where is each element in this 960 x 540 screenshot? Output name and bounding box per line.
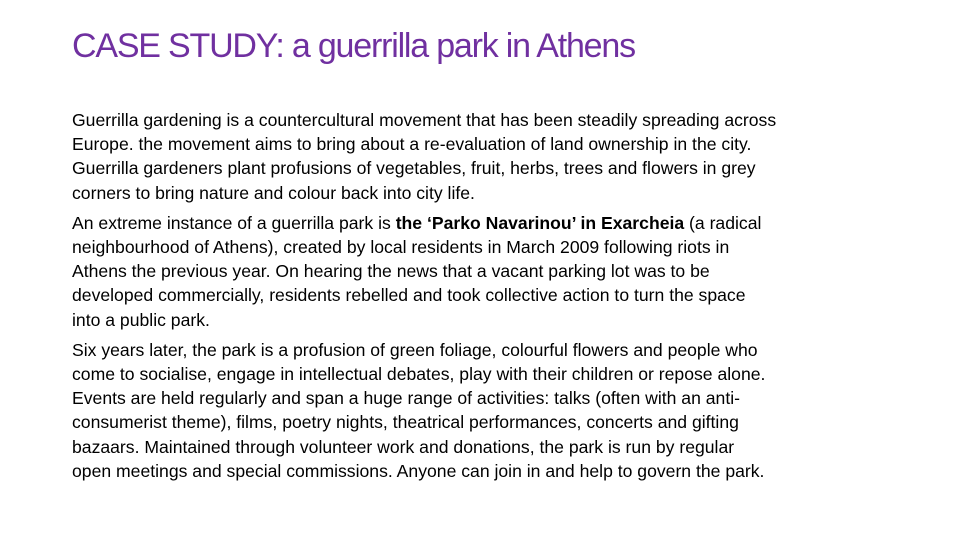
slide-title: CASE STUDY: a guerrilla park in Athens	[72, 27, 635, 65]
paragraph-six-years-later	[72, 338, 888, 483]
text-line: Six years later, the park is a profusion of green foliage, colourful flowers and people who	[72, 339, 758, 360]
paragraph-parko-navarinou	[72, 211, 888, 332]
text-line: into a public park.	[72, 309, 210, 330]
text-line: consumerist theme), films, poetry nights, theatrical performances, concerts and gifting	[72, 412, 739, 433]
text-line: come to socialise, engage in intellectual debates, play with their children or repose alone.	[72, 364, 766, 385]
text-line: corners to bring nature and colour back into city life.	[72, 182, 475, 203]
text-line: developed commercially, residents rebelled and took collective action to turn the space	[72, 285, 746, 306]
text-line: neighbourhood of Athens), created by local residents in March 2009 following riots in	[72, 237, 730, 258]
text-line: Events are held regularly and span a huge range of activities: talks (often with an anti-	[72, 388, 740, 409]
paragraph-guerrilla-gardening	[72, 108, 888, 205]
text-line: Guerrilla gardening is a countercultural movement that has been steadily spreading across	[72, 110, 777, 130]
park-name-emphasis: the ‘Parko Navarinou’ in Exarcheia	[395, 212, 685, 233]
text-line: Guerrilla gardeners plant profusions of vegetables, fruit, herbs, trees and flowers in grey	[72, 158, 756, 179]
text-line: Athens the previous year. On hearing the news that a vacant parking lot was to be	[72, 261, 710, 282]
text-run: (a radical	[684, 212, 762, 233]
slide-body	[72, 108, 888, 489]
text-line	[72, 211, 888, 235]
text-line: bazaars. Maintained through volunteer work and donations, the park is run by regular	[72, 436, 735, 457]
text-line: open meetings and special commissions. Anyone can join in and help to govern the park.	[72, 460, 765, 481]
text-line: Europe. the movement aims to bring about a re-evaluation of land ownership in the city.	[72, 134, 752, 155]
text-run: An extreme instance of a guerrilla park is	[72, 212, 396, 233]
